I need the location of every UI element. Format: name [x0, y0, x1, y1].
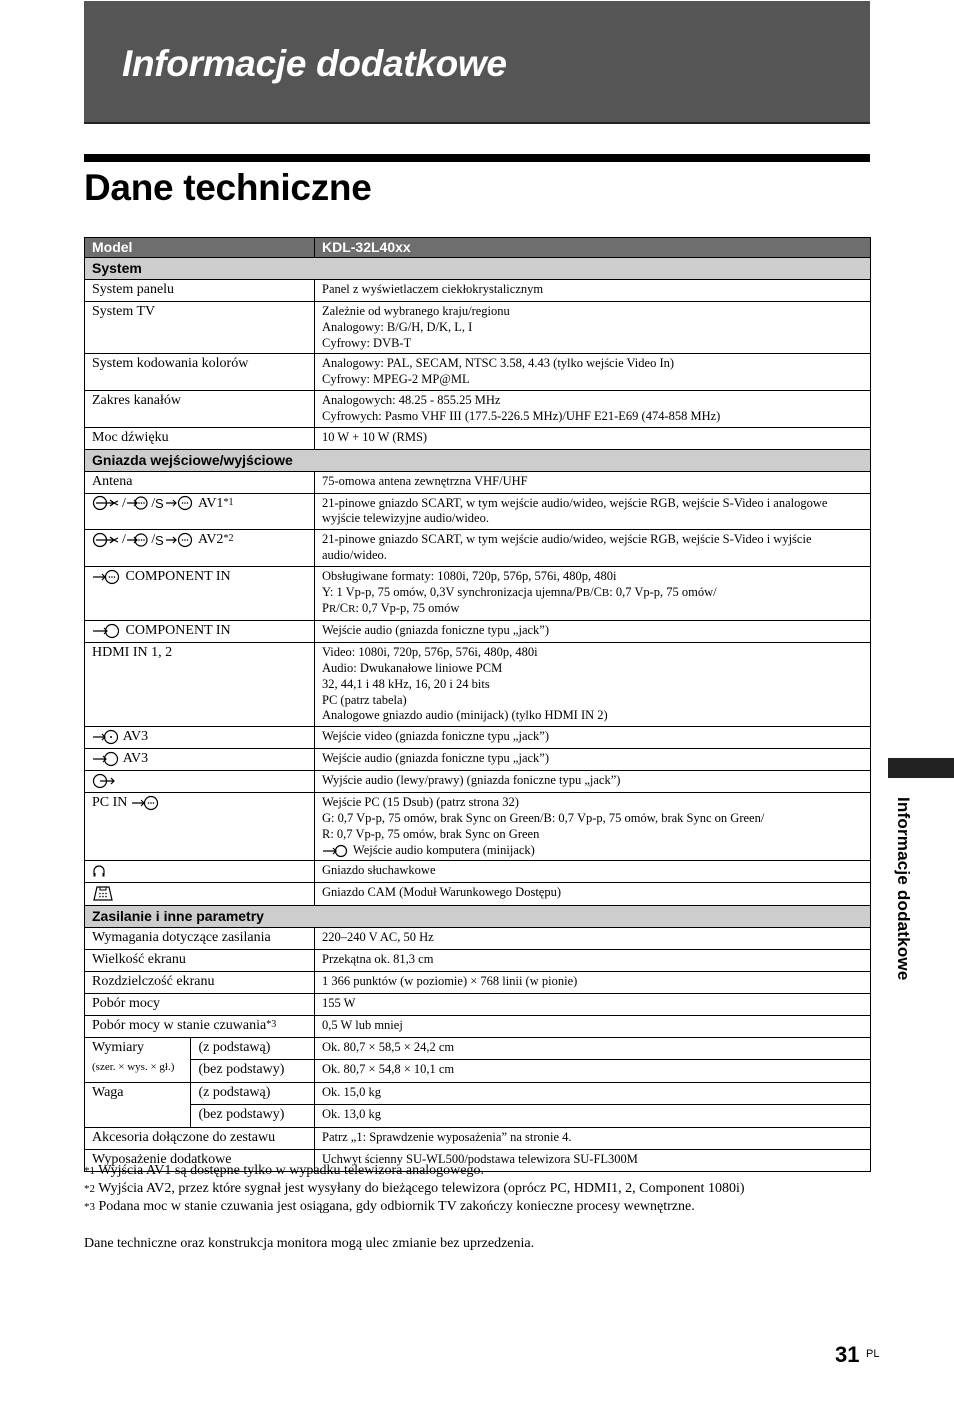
svideo-in-icon [155, 532, 195, 548]
section-row-system: System [85, 258, 871, 280]
svg-text:S: S [155, 496, 164, 512]
table-row: / / S AV1$^{*1}$ 21-pinowe gniazdo SCART, w tym wejście audio/wideo, wejście RGB, wejście S-Video i analogowe wyjście telewizyjne audio/wideo. [85, 493, 871, 530]
component-video-icon [92, 569, 122, 585]
section-row-power: Zasilanie i inne parametry [85, 905, 871, 927]
audio-in-icon [92, 751, 120, 767]
weight-subtable: Waga (z podstawą) (bez podstawy) [85, 1083, 314, 1127]
table-row: Moc dźwięku 10 W + 10 W (RMS) [85, 427, 871, 449]
header-model-value: KDL-32L40xx [315, 238, 871, 258]
table-row: Gniazdo słuchawkowe [85, 861, 871, 883]
footnote: *2 Wyjścia AV2, przez które sygnał jest wysyłany do bieżącego telewizora (oprócz PC, HDMI1, 2, Component 1080i) [84, 1181, 745, 1196]
side-section-label: Informacje dodatkowe [894, 797, 913, 981]
svg-text:S: S [155, 532, 164, 548]
page-language: PL [866, 1348, 880, 1360]
audio-in-icon [92, 623, 122, 639]
table-row: System panelu Panel z wyświetlaczem ciekłokrystalicznym [85, 280, 871, 302]
table-row: System kodowania kolorów Analogowy: PAL, SECAM, NTSC 3.58, 4.43 (tylko wejście Video In) Cyfrowy: MPEG-2 MP@ML [85, 354, 871, 391]
table-header [85, 238, 871, 258]
table-row: Akcesoria dołączone do zestawu Patrz „1: Sprawdzenie wyposażenia” na stronie 4. [85, 1127, 871, 1149]
table-row-dimensions: Wymiary (z podstawą) (szer. × wys. × gł.) (bez podstawy) Ok. 80,7 × 58,5 × 24,2 cm Ok. 80,7 × 54,8 × 10,1 cm [85, 1037, 871, 1082]
table-row: / / S AV2$^{*2}$ 21-pinowe gniazdo SCART, w tym wejście audio/wideo, wejście RGB, wejście S-Video i wyjście audio/wideo. [85, 530, 871, 567]
table-row: Antena 75-omowa antena zewnętrzna VHF/UHF [85, 471, 871, 493]
spec-table [84, 237, 871, 1172]
page-title: Dane techniczne [84, 167, 372, 208]
footnotes [84, 1162, 745, 1216]
section-banner [84, 1, 870, 124]
table-row: Wielkość ekranu Przekątna ok. 81,3 cm [85, 949, 871, 971]
header-model: Model [85, 238, 315, 258]
banner-title: Informacje dodatkowe [122, 43, 507, 84]
table-row: AV3 Wejście audio (gniazda foniczne typu „jack”) [85, 749, 871, 771]
table-row: System TV Zależnie od wybranego kraju/regionu Analogowy: B/G/H, D/K, L, I Cyfrowy: DVB-T [85, 302, 871, 354]
page-number: 31 [835, 1342, 860, 1367]
table-row: Wyposażenie dodatkowe Uchwyt ścienny SU-WL500/podstawa telewizora SU-FL300M [85, 1149, 871, 1171]
disclaimer: Dane techniczne oraz konstrukcja monitora mogą ulec zmianie bez uprzedzenia. [84, 1236, 535, 1251]
table-row: COMPONENT IN Wejście audio (gniazda foniczne typu „jack”) [85, 621, 871, 643]
table-row: PC IN Wejście PC (15 Dsub) (patrz strona 32) G: 0,7 Vp-p, 75 omów, brak Sync on Green/B: 0,7 Vp-p, 75 omów, brak Sync on Green/ R: 0,7 Vp-p, 75 omów, brak Sync on Green Wejście audio komputera (minijack) [85, 793, 871, 861]
headphones-icon [92, 864, 106, 878]
table-row: Pobór mocy w stanie czuwania$^{*3}$ 0,5 W lub mniej [85, 1015, 871, 1037]
video-in-icon [126, 495, 148, 511]
scart-inout-icon [92, 495, 122, 511]
table-row: Pobór mocy 155 W [85, 993, 871, 1015]
video-in-icon [92, 729, 120, 745]
dimensions-subtable: Wymiary (z podstawą) (szer. × wys. × gł.) (bez podstawy) [85, 1038, 314, 1082]
svideo-in-icon [155, 495, 195, 511]
pc-in-icon [131, 795, 159, 811]
cam-slot-icon [92, 884, 114, 902]
table-row: Gniazdo CAM (Moduł Warunkowego Dostępu) [85, 883, 871, 905]
audio-out-icon [92, 773, 120, 789]
footnote: *3 Podana moc w stanie czuwania jest osiągana, gdy odbiornik TV zakończy konieczne procesy wewnętrzne. [84, 1199, 695, 1214]
table-row: Wyjście audio (lewy/prawy) (gniazda foniczne typu „jack”) [85, 771, 871, 793]
table-row: Rozdzielczość ekranu 1 366 punktów (w poziomie) × 768 linii (w pionie) [85, 971, 871, 993]
table-row: Zakres kanałów Analogowych: 48.25 - 855.25 MHz Cyfrowych: Pasmo VHF III (177.5-226.5 MHz)/UHF E21-E69 (474-858 MHz) [85, 390, 871, 427]
section-row-io: Gniazda wejściowe/wyjściowe [85, 449, 871, 471]
table-row: HDMI IN 1, 2 Video: 1080i, 720p, 576p, 576i, 480p, 480i Audio: Dwukanałowe liniowe PCM 32, 44,1 i 48 kHz, 16, 20 i 24 bits PC (patrz tabela) Analogowe gniazdo audio (minijack) (tylko HDMI IN 2) [85, 643, 871, 727]
table-row: Wymagania dotyczące zasilania 220–240 V AC, 50 Hz [85, 927, 871, 949]
scart-inout-icon [92, 532, 122, 548]
table-row-weight: Waga (z podstawą) (bez podstawy) Ok. 15,0 kg Ok. 13,0 kg [85, 1082, 871, 1127]
side-tab-marker [888, 758, 954, 778]
video-in-icon [126, 532, 148, 548]
table-row: COMPONENT IN Obsługiwane formaty: 1080i, 720p, 576p, 576i, 480p, 480i Y: 1 Vp-p, 75 omów, 0,3V synchronizacja ujemna/PB/CB: 0,7 Vp-p, 75 omów/ PR/CR: 0,7 Vp-p, 75 omów [85, 566, 871, 620]
audio-in-icon [322, 844, 350, 858]
footnote: *1 Wyjścia AV1 są dostępne tylko w wypadku telewizora analogowego. [84, 1163, 484, 1178]
title-rule [84, 154, 870, 162]
table-row: AV3 Wejście video (gniazda foniczne typu „jack”) [85, 727, 871, 749]
